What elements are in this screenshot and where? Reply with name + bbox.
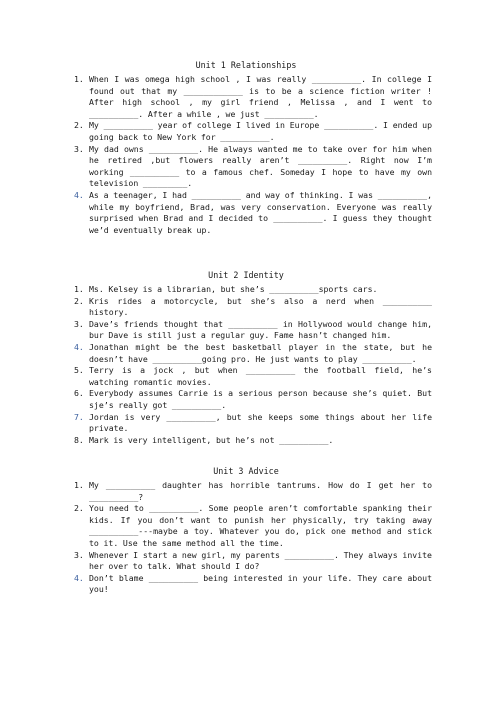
item-number: 1. <box>74 480 84 490</box>
item-number: 3. <box>74 549 84 560</box>
item-number: 4. <box>74 189 84 200</box>
unit-1-list <box>60 74 432 236</box>
item-number: 4. <box>74 341 84 352</box>
item-number: 2. <box>74 503 84 514</box>
list-item <box>60 503 432 549</box>
unit-2-list <box>60 284 432 446</box>
list-item <box>60 573 432 596</box>
item-number: 5. <box>74 365 84 376</box>
list-item <box>60 284 432 296</box>
item-text: Mark is very intelligent, but he’s not __________. <box>89 434 334 445</box>
list-item <box>60 296 432 319</box>
item-text: Whenever I start a new girl, my parents __________. They always invite her over to talk. What should I do? <box>89 549 432 572</box>
item-text: When I was omega high school , I was really __________. In college I found out that my ____________ is to be a science fiction writer ! After high school , my girl friend , Melissa , and I went to __________. After a while , we just __________. <box>89 74 432 119</box>
list-item <box>60 435 432 447</box>
unit-2-section <box>60 270 432 446</box>
list-item <box>60 412 432 435</box>
list-item <box>60 480 432 503</box>
list-item <box>60 120 432 143</box>
item-text: Jonathan might be the best basketball player in the state, but he doesn’t have __________going pro. He just wants to play __________. <box>89 341 432 364</box>
list-item <box>60 144 432 190</box>
item-text: My __________ year of college I lived in Europe __________. I ended up going back to New York for __________. <box>89 120 432 142</box>
item-text: Kris rides a motorcycle, but she’s also a nerd when __________ history. <box>89 295 432 318</box>
unit-2-title: Unit 2 Identity <box>208 270 284 280</box>
unit-1-title: Unit 1 Relationships <box>195 60 297 70</box>
item-number: 3. <box>74 318 84 329</box>
unit-3-title: Unit 3 Advice <box>213 466 279 476</box>
item-text: You need to __________. Some people aren’t comfortable spanking their kids. If you don’t want to punish her physically, try taking away __________---maybe a toy. Whatever you do, pick one method and stick to it. Use the same method all the time. <box>89 503 432 548</box>
list-item <box>60 365 432 388</box>
item-number: 6. <box>74 388 84 399</box>
item-number: 1. <box>74 284 84 294</box>
item-text: Terry is a jock , but when __________ the football field, he’s watching romantic movies. <box>89 365 432 387</box>
item-number: 1. <box>74 74 84 84</box>
list-item <box>60 550 432 573</box>
unit-3-list <box>60 480 432 596</box>
item-text: As a teenager, I had __________ and way of thinking. I was __________, while my boyfriend, Brad, was very conservation. Everyone was really surprised when Brad and I decided to __________. I guess they thought we’d eventually break up. <box>89 189 432 235</box>
item-number: 2. <box>74 120 84 131</box>
unit-1-section <box>60 60 432 236</box>
list-item <box>60 388 432 411</box>
item-text: My __________ daughter has horrible tantrums. How do I get her to __________? <box>89 480 432 502</box>
item-text: Jordan is very __________, but she keeps some things about her life private. <box>89 411 432 434</box>
item-number: 7. <box>74 411 84 422</box>
item-text: Dave’s friends thought that __________ in Hollywood would change him, bur Dave is still just a regular guy. Fame hasn’t changed him. <box>89 318 432 341</box>
item-text: Ms. Kelsey is a librarian, but she’s __________sports cars. <box>89 284 378 294</box>
item-number: 8. <box>74 434 84 445</box>
list-item <box>60 319 432 342</box>
list-item <box>60 342 432 365</box>
item-text: My dad owns __________. He always wanted me to take over for him when he retired ,but flowers really aren’t __________. Right now I’m working __________ to a famous chef. Someday I hope to have my own television _________. <box>89 143 432 189</box>
item-text: Don’t blame __________ being interested in your life. They care about you! <box>89 572 432 595</box>
list-item <box>60 74 432 120</box>
item-number: 2. <box>74 295 84 306</box>
item-number: 3. <box>74 143 84 154</box>
item-text: Everybody assumes Carrie is a serious person because she’s quiet. But sje’s really got __________. <box>89 388 432 410</box>
list-item <box>60 190 432 236</box>
unit-3-section <box>60 466 432 596</box>
item-number: 4. <box>74 572 84 583</box>
